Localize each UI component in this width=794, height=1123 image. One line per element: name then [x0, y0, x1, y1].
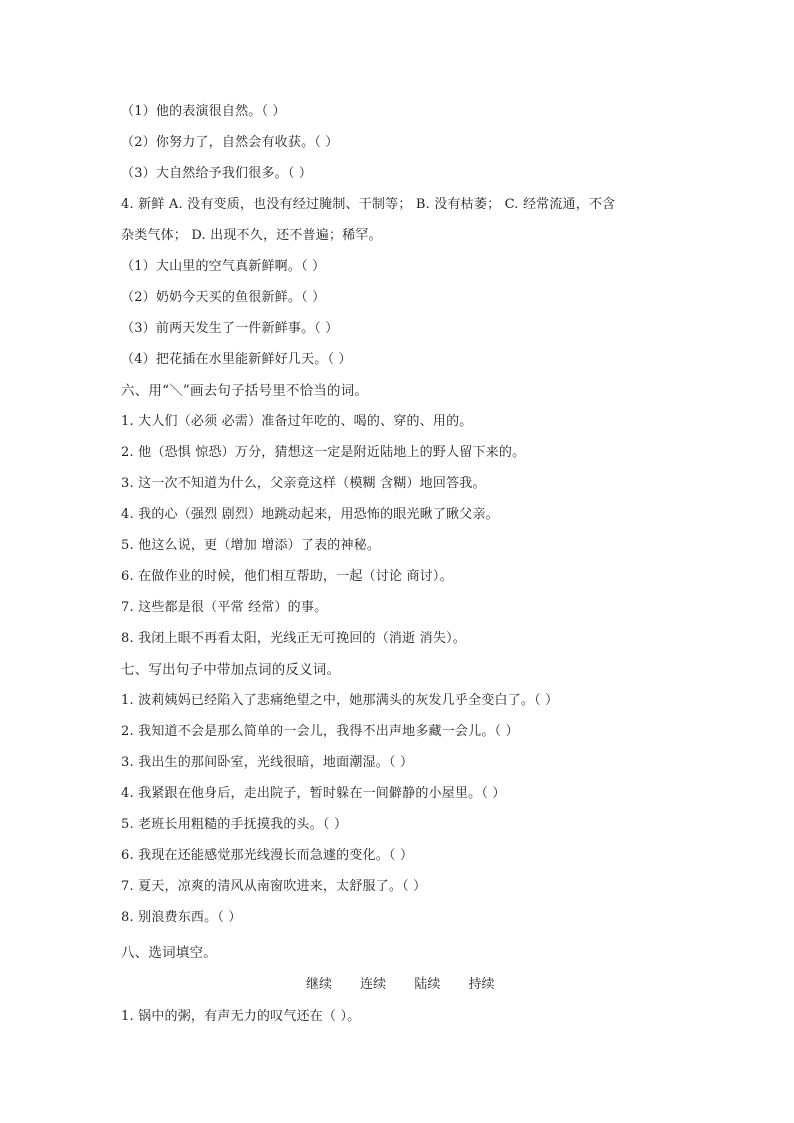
section-6-item-7: 7. 这些都是很（平常 经常）的事。 — [121, 600, 328, 615]
sentence-4-1: （1）大山里的空气真新鲜啊。（ ） — [121, 259, 326, 274]
section-7-item-2: 2. 我知道不会是那么简单的一会儿，我得不出声地多藏一会儿。（ ） — [121, 724, 519, 739]
section-6-title: 六、用“＼”画去句子括号里不恰当的词。 — [121, 383, 369, 399]
sentence-4-3: （3）前两天发生了一件新鲜事。（ ） — [121, 321, 339, 336]
sentence-3-2: （2）你努力了，自然会有收获。（ ） — [121, 135, 339, 150]
section-6-item-5: 5. 他这么说，更（增加 增添）了表的神秘。 — [121, 538, 381, 553]
section-7-item-4: 4. 我紧跟在他身后，走出院子，暂时躲在一间僻静的小屋里。（ ） — [121, 786, 506, 801]
sentence-4-4: （4）把花插在水里能新鲜好几天。（ ） — [121, 352, 352, 367]
section-7-title: 七、写出句子中带加点词的反义词。 — [121, 662, 341, 678]
word-options — [306, 976, 518, 994]
word-option-4: 持续 — [468, 977, 495, 992]
section-6-item-1: 1. 大人们（必须 必需）准备过年吃的、喝的、穿的、用的。 — [121, 414, 473, 429]
sentence-3-3: （3）大自然给予我们很多。（ ） — [121, 166, 313, 181]
section-7-item-1: 1. 波莉姨妈已经陷入了悲痛绝望之中，她那满头的灰发几乎全变白了。（ ） — [121, 693, 559, 708]
section-6-item-4: 4. 我的心（强烈 剧烈）地跳动起来，用恐怖的眼光瞅了瞅父亲。 — [121, 507, 499, 522]
section-7-item-8: 8. 别浪费东西。（ ） — [121, 910, 242, 925]
word-option-3: 陆续 — [414, 977, 441, 992]
section-8-item-1: 1. 锅中的粥，有声无力的叹气还在（ ）。 — [121, 1009, 361, 1024]
word-option-1: 继续 — [306, 977, 333, 992]
section-6-item-3: 3. 这一次不知道为什么，父亲竟这样（模糊 含糊）地回答我。 — [121, 476, 486, 491]
sentence-3-1: （1）他的表演很自然。（ ） — [121, 104, 286, 119]
sentence-4-2: （2）奶奶今天买的鱼很新鲜。（ ） — [121, 290, 326, 305]
section-7-item-7: 7. 夏天，凉爽的清风从南窗吹进来，太舒服了。（ ） — [121, 879, 427, 894]
section-6-item-8: 8. 我闭上眼不再看太阳，光线正无可挽回的（消逝 消失）。 — [121, 631, 466, 646]
section-7-item-3: 3. 我出生的那间卧室，光线很暗，地面潮湿。（ ） — [121, 755, 414, 770]
word-option-2: 连续 — [360, 977, 387, 992]
section-6-item-6: 6. 在做作业的时候，他们相互帮助，一起（讨论 商讨）。 — [121, 569, 453, 584]
section-7-item-6: 6. 我现在还能感觉那光线漫长而急遽的变化。（ ） — [121, 848, 414, 863]
item-4-definitions-line2: 杂类气体； D. 出现不久，还不普遍；稀罕。 — [121, 228, 382, 243]
section-8-title: 八、选词填空。 — [121, 945, 217, 961]
item-4-definitions-line1: 4. 新鲜 A. 没有变质，也没有经过腌制、干制等； B. 没有枯萎； C. 经常流通，不含 — [121, 197, 616, 212]
section-7-item-5: 5. 老班长用粗糙的手抚摸我的头。（ ） — [121, 817, 348, 832]
section-6-item-2: 2. 他（恐惧 惊恐）万分，猜想这一定是附近陆地上的野人留下来的。 — [121, 445, 526, 460]
